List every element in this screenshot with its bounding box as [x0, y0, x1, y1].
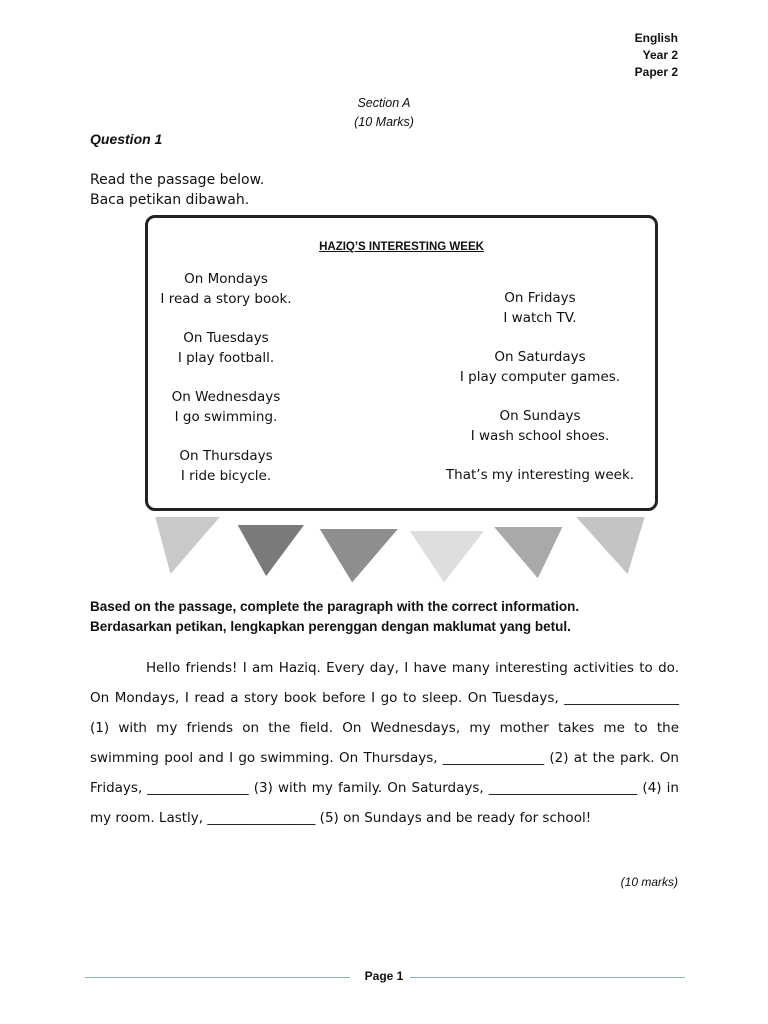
passage-entry [150, 446, 302, 486]
passage-activity: I watch TV. [503, 310, 577, 326]
bunting-flag [492, 526, 564, 580]
section-heading [0, 94, 768, 132]
passage-activity: I wash school shoes. [470, 428, 610, 444]
instruction-english: Read the passage below. [90, 172, 265, 188]
total-marks: (10 marks) [620, 875, 678, 889]
passage-day: On Sundays [499, 408, 581, 424]
bunting-flag [408, 530, 486, 584]
page-number: Page 1 [364, 969, 404, 983]
passage-entry [440, 288, 640, 328]
question-label: Question 1 [90, 131, 163, 147]
passage-day: On Mondays [184, 271, 268, 287]
instruction-malay: Baca petikan dibawah. [90, 192, 250, 208]
bunting-flag [154, 516, 222, 576]
paper-label: Paper 2 [634, 65, 678, 79]
bunting-flag [236, 524, 306, 578]
passage-title: HAZIQ’S INTERESTING WEEK [319, 241, 484, 253]
passage-entry [440, 347, 640, 387]
subject-label: English [634, 31, 678, 45]
section-marks: (10 Marks) [354, 115, 414, 129]
document-header [635, 30, 678, 81]
year-label: Year 2 [642, 48, 678, 62]
task-instructions [90, 597, 579, 637]
passage-activity: I play football. [177, 350, 275, 366]
passage-day: On Fridays [504, 290, 576, 306]
passage-closing: That’s my interesting week. [445, 467, 635, 483]
bunting-decoration [140, 508, 650, 588]
passage-activity: I play computer games. [459, 369, 621, 385]
passage-activity: I ride bicycle. [180, 468, 272, 484]
bunting-flag [574, 516, 646, 576]
instructions [90, 170, 264, 210]
passage-entry [440, 406, 640, 446]
task-malay: Berdasarkan petikan, lengkapkan perenggan dengan maklumat yang betul. [90, 619, 571, 634]
passage-activity: I read a story book. [160, 291, 292, 307]
passage-day: On Thursdays [179, 448, 273, 464]
passage-day: On Wednesdays [171, 389, 281, 405]
cloze-paragraph: Hello friends! I am Haziq. Every day, I have many interesting activities to do. On Mondays, I read a story book before I go to sleep. On Tuesdays, _________________ (1) with my friends on the field. On Wednesdays, my mother takes me to the swimming pool and I go swimming. On Thursdays, _______________ (2) at the park. On Fridays, _______________ (3) with my family. On Saturdays, ______________________ (4) in my room. Lastly, ________________ (5) on Sundays and be ready for school! [90, 660, 679, 826]
task-english: Based on the passage, complete the paragraph with the correct information. [90, 599, 580, 614]
section-title: Section A [357, 96, 411, 110]
passage-right-column [440, 288, 640, 485]
passage-entry [150, 328, 302, 368]
passage-day: On Tuesdays [183, 330, 269, 346]
passage-left-column [150, 269, 302, 505]
passage-entry [150, 269, 302, 309]
bunting-flag [318, 528, 400, 584]
passage-activity: I go swimming. [174, 409, 278, 425]
passage-entry [150, 387, 302, 427]
passage-day: On Saturdays [494, 349, 586, 365]
